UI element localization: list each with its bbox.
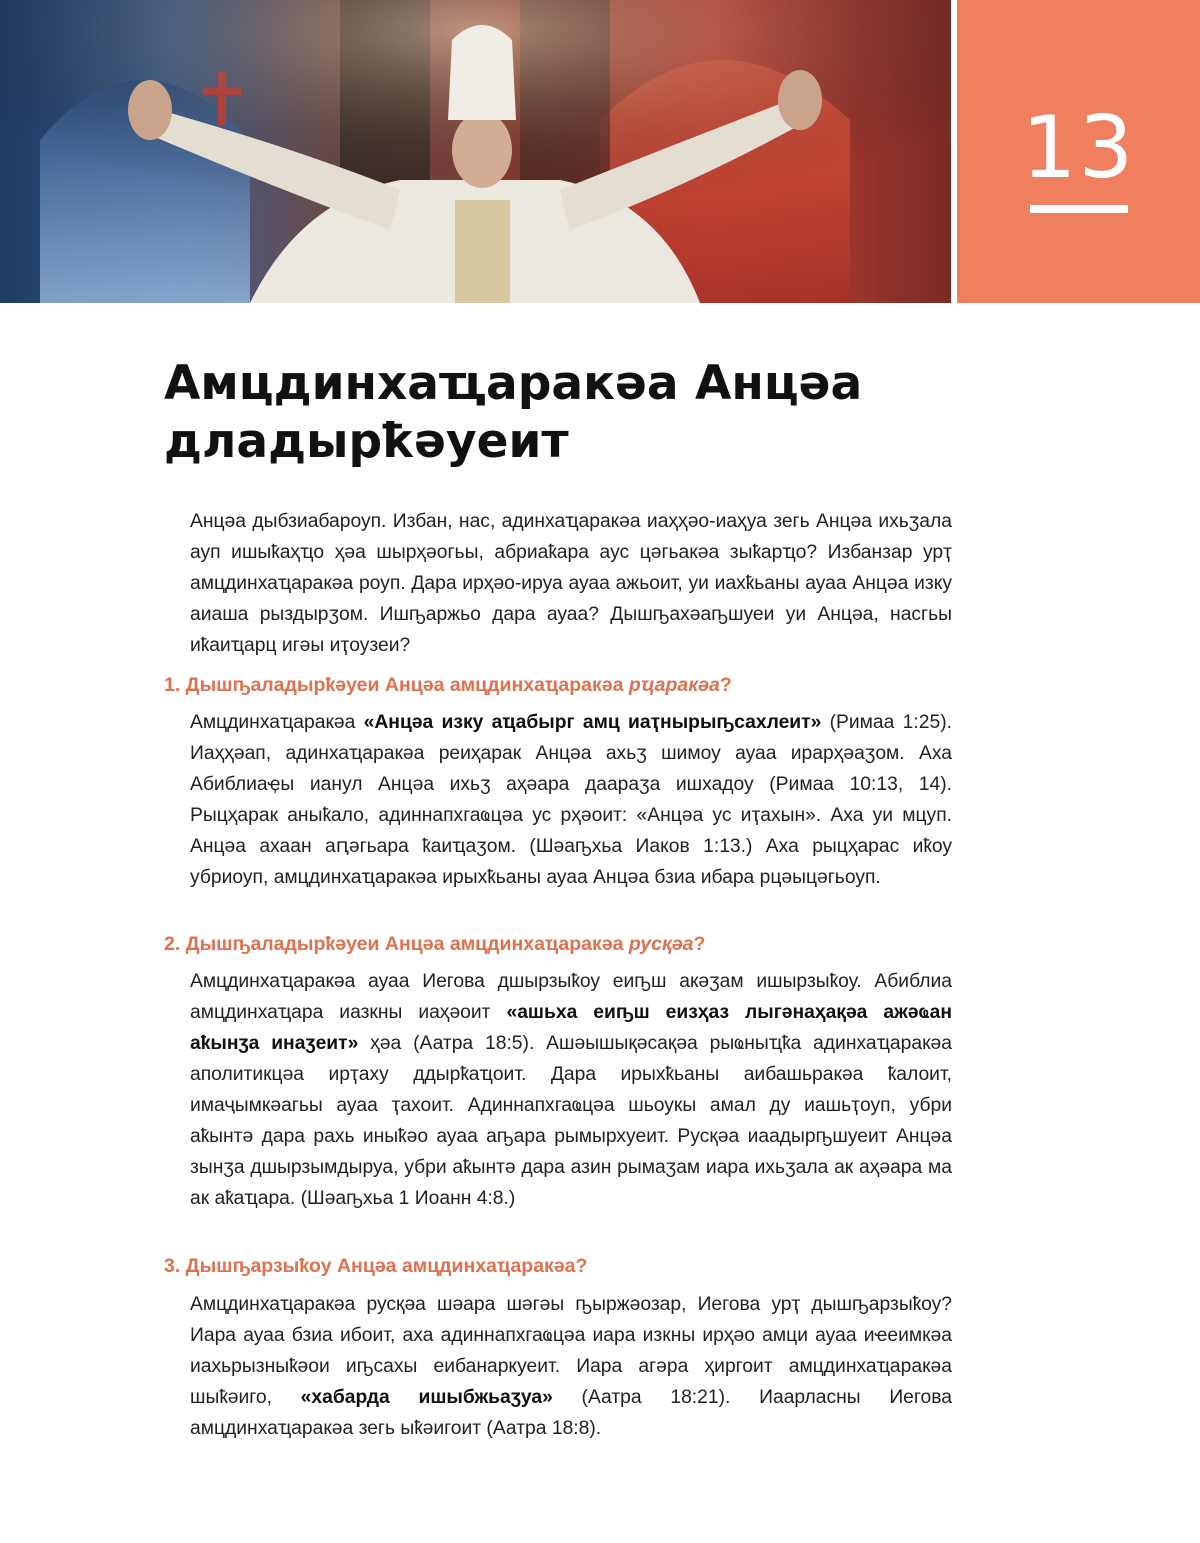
question-2-suffix: ? <box>693 933 706 955</box>
answer-2-part-3: ҳәа (Аатра 18:5). Ашәышықәсақәа рыҩныҵҟа адинхаҵаракәа аполитикцәа ирҭаху ддырҟаҵоит. Дара ирыхҟьаны аибашьракәа ҟалоит, имаҷымкәагьы ауаа ҭахоит. Адиннапхгаҩцәа шьоукы амал ду иашьҭоуп, убри аҟынтә дара рахь иныҟәо ауаа аҧара рымырхуеит. Русқәа иаадырҧшуеит Анцәа зынӡа дшырзымдыруа, убри аҟынтә дара азин рымаӡам иара ихьӡала ак аҳәара ма ак аҟаҵара. (Шәаҧхьа 1 Иоанн 4:8.) <box>190 1033 952 1209</box>
bishop-in-cathedral-image <box>0 0 951 303</box>
answer-1-part-1: Амцдинхаҵаракәа <box>190 712 364 733</box>
answer-1-quote: «Анцәа изку аҵабырг амц иаҭнырыҧсахлеит» <box>363 712 822 733</box>
hero-illustration <box>0 0 951 303</box>
question-3 <box>164 1253 964 1279</box>
answer-3-part-1: Амцдинхаҵаракәа русқәа шәара шәгәы ҧыржәозар, Иегова урҭ дышҧарзыҟоу? Иара ауаа бзиа ибоит, аха адиннапхгаҩцәа иара изкны ирҳәо амци ауаа иҽеимкәа иахьрызныҟәои иҧсахы еибанаркуеит. Иара агәра ҳиргоит амцдинхаҵаракәа шыҟәиго, <box>190 1294 952 1408</box>
answer-2-quote: «ашьха еиҧш еизҳаз лыгәнаҳақәа ажәҩан аҟынӡа инаӡеит» <box>190 1002 952 1054</box>
answer-1-part-3: (Римаа 1:25). Иаҳҳәап, адинхаҵаракәа реиҳарак Анцәа ахьӡ шимоу ауаа ирарҳәаӡом. Аха Абиблиаҿы ианул Анцәа ихьӡ аҳәара даараӡа ишхадоу (Римаа 10:13, 14). Рыцҳарак аныҟало, адиннапхгаҩцәа ус рҳәоит: «Анцәа ус иҭахын». Аха уи мцуп. Анцәа ахаан аԥәгьара ҟаиҵаӡом. (Шәаҧхьа Иаков 1:13.) Аха рыцҳарас иҟоу убриоуп, амцдинхаҵаракәа ирыхҟьаны ауаа Анцәа бзиа ибара рцәыцәгьоуп. <box>190 712 952 888</box>
question-1-suffix: ? <box>719 674 732 696</box>
question-2 <box>164 931 964 957</box>
question-2-italic: русқәа <box>628 933 694 955</box>
question-2-text: 2. Дышҧаладырҟәуеи Анцәа амцдинхаҵаракәа <box>164 933 629 955</box>
chapter-underline <box>1030 205 1128 213</box>
intro-paragraph: Анцәа дыбзиабароуп. Избан, нас, адинхаҵаракәа иаҳҳәо-иаҳуа зегь Анцәа ихьӡала ауп ишыҟаҳҵо ҳәа шырҳәогьы, абриаҟара аус цәгьакәа зыҟарҵо? Избанзар урҭ амцдинхаҵаракәа роуп. Дара ирҳәо-ируа ауаа ажьоит, уи иахҟьаны ауаа Анцәа изку аиаша рыздырӡом. Ишҧаржьо дара ауаа? Дышҧахәаҧшуеи уи Анцәа, насгьы иҟаиҵарц игәы иҭоузеи? <box>190 511 952 656</box>
answer-2 <box>190 966 952 1214</box>
answer-3 <box>190 1289 952 1444</box>
question-3-text: 3. Дышҧарзыҟоу Анцәа амцдинхаҵаракәа? <box>164 1255 588 1277</box>
question-1-italic: рҵаракәа <box>628 674 720 696</box>
chapter-number: 13 <box>1021 98 1136 198</box>
question-1-text: 1. Дышҧаладырҟәуеи Анцәа амцдинхаҵаракәа <box>164 674 629 696</box>
page-title: Амцдинхаҵаракәа Анцәа дладырҟәуеит <box>164 356 863 469</box>
chapter-badge <box>957 0 1200 303</box>
answer-2-part-1: Амцдинхаҵаракәа ауаа Иегова дшырзыҟоу еиҧш акәӡам ишырзыҟоу. Абиблиа амцдинхаҵара иазкны иаҳәоит <box>190 971 952 1023</box>
answer-3-quote: «хабарда ишыбжьаӡуа» <box>300 1387 553 1408</box>
answer-1 <box>190 707 952 893</box>
answer-3-part-3: (Аатра 18:21). Иаарласны Иегова амцдинхаҵаракәа зегь ыҟәигоит (Аатра 18:8). <box>190 1387 952 1439</box>
question-1 <box>164 672 964 698</box>
